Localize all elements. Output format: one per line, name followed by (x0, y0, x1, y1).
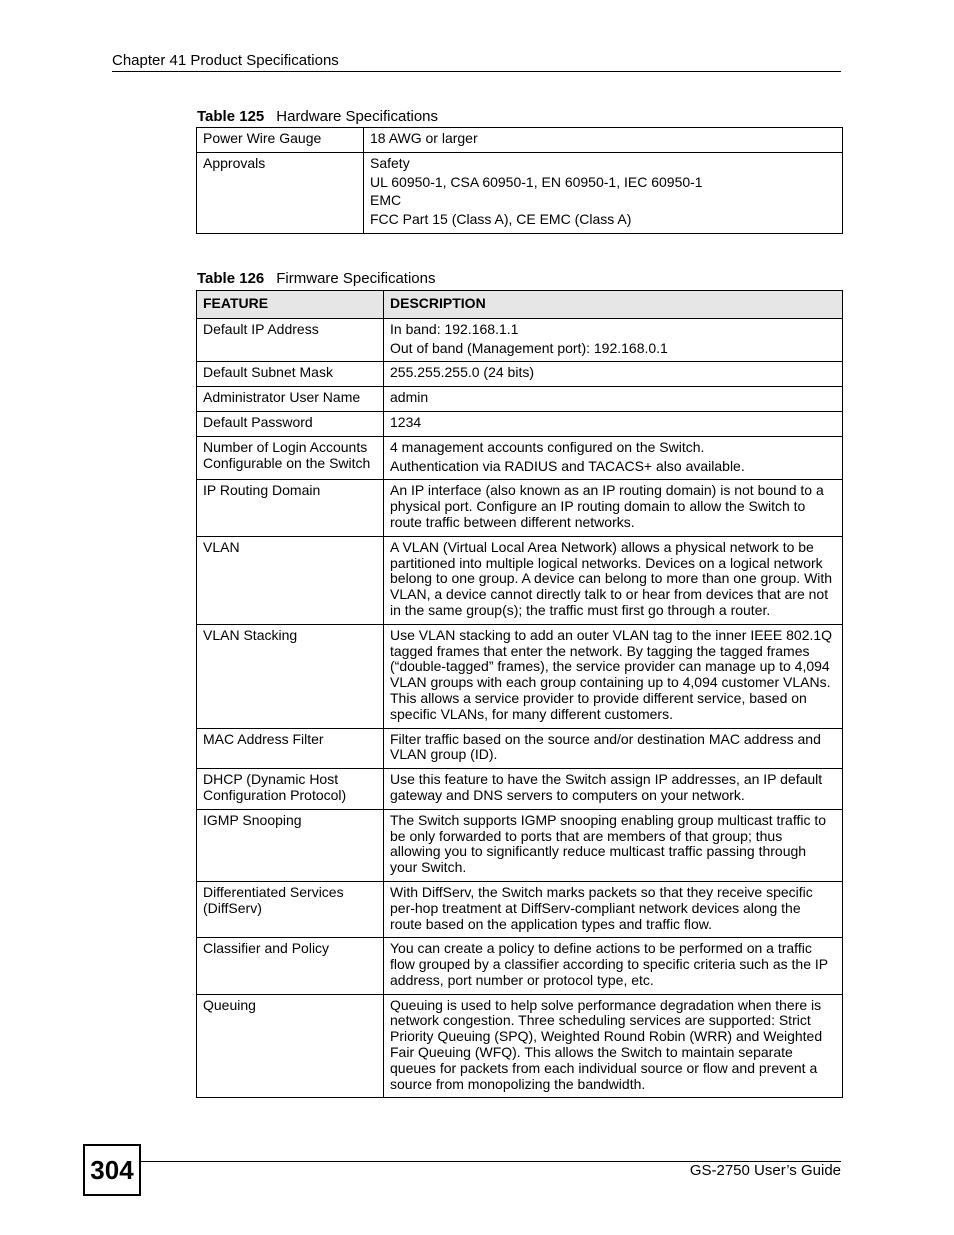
feature-cell: MAC Address Filter (197, 728, 384, 769)
cell-line: Safety (370, 154, 410, 171)
table-row (197, 411, 843, 436)
cell-line: 255.255.255.0 (24 bits) (390, 364, 534, 381)
table-row (197, 938, 843, 994)
table-126-title: Firmware Specifications (276, 270, 436, 287)
table-row (197, 536, 843, 624)
feature-cell: Queuing (197, 994, 384, 1098)
description-cell (384, 938, 843, 994)
table-row (197, 728, 843, 769)
chapter-header: Chapter 41 Product Specifications (112, 52, 339, 69)
cell-line: You can create a policy to define actions to be performed on a traffic flow grouped by a classifier according to specific criteria such as the IP address, port number or protocol type, etc. (390, 940, 828, 988)
table-125-label: Table 125 (197, 108, 265, 125)
table-row (197, 624, 843, 728)
table-row (197, 480, 843, 536)
table-row (197, 387, 843, 412)
cell-line: FCC Part 15 (Class A), CE EMC (Class A) (370, 211, 632, 228)
table-row (197, 152, 843, 233)
description-cell (384, 728, 843, 769)
cell-line: An IP interface (also known as an IP routing domain) is not bound to a physical port. Configure an IP routing domain to allow the Switch to route traffic between different networks. (390, 482, 824, 530)
page-number: 304 (83, 1144, 141, 1196)
feature-cell: IP Routing Domain (197, 480, 384, 536)
cell-line: The Switch supports IGMP snooping enabling group multicast traffic to be only forwarded to ports that are members of that group; thus allowing you to significantly reduce multicast traffic passing through your Switch. (390, 811, 827, 876)
table-row (197, 881, 843, 937)
description-cell (384, 881, 843, 937)
guide-title: GS-2750 User’s Guide (689, 1162, 841, 1179)
feature-cell: Number of Login Accounts Configurable on the Switch (197, 436, 384, 480)
feature-cell: DHCP (Dynamic Host Configuration Protocol) (197, 769, 384, 810)
feature-cell: VLAN Stacking (197, 624, 384, 728)
cell-line: A VLAN (Virtual Local Area Network) allows a physical network to be partitioned into multiple logical networks. Devices on a logical network belong to one group. A device can belong to more than one group. With VLAN, a device cannot directly talk to or hear from devices that are not in the same group(s); the traffic must first go through a router. (390, 538, 833, 618)
cell-line: 1234 (390, 413, 422, 430)
feature-cell: Classifier and Policy (197, 938, 384, 994)
feature-cell: Default Password (197, 411, 384, 436)
description-cell (384, 536, 843, 624)
cell-line: admin (390, 389, 429, 406)
table-header-row (197, 291, 843, 319)
feature-column-header: FEATURE (197, 291, 384, 319)
description-cell (384, 769, 843, 810)
description-column-header: DESCRIPTION (384, 291, 843, 319)
feature-cell: Default Subnet Mask (197, 362, 384, 387)
table-125-caption (197, 108, 438, 125)
spec-name-cell: Power Wire Gauge (197, 128, 364, 153)
description-cell (384, 809, 843, 881)
description-cell (384, 318, 843, 362)
feature-cell: Differentiated Services (DiffServ) (197, 881, 384, 937)
table-row (197, 994, 843, 1098)
description-cell (384, 994, 843, 1098)
cell-line: Use this feature to have the Switch assign IP addresses, an IP default gateway and DNS servers to computers on your network. (390, 771, 823, 803)
cell-line: UL 60950-1, CSA 60950-1, EN 60950-1, IEC 60950-1 (370, 173, 703, 190)
cell-line: Use VLAN stacking to add an outer VLAN tag to the inner IEEE 802.1Q tagged frames that enter the network. By tagging the tagged frames (“double-tagged” frames), the service provider can manage up to 4,094 VLAN groups with each group containing up to 4,094 customer VLANs. This allows a service provider to provide different service, based on specific VLANs, for many different customers. (390, 626, 833, 722)
description-cell (384, 480, 843, 536)
description-cell (384, 362, 843, 387)
cell-line: Queuing is used to help solve performance degradation when there is network congestion. Three scheduling services are supported: Strict Priority Queuing (SPQ), Weighted Round Robin (WRR) and Weighted Fair Queuing (WFQ). This allows the Switch to maintain separate queues for packets from each individual source or flow and prevent a source from monopolizing the bandwidth. (390, 996, 823, 1092)
cell-line: 18 AWG or larger (370, 130, 478, 146)
feature-cell: Default IP Address (197, 318, 384, 362)
cell-line: With DiffServ, the Switch marks packets so that they receive specific per-hop treatment at DiffServ-compliant network devices along the route based on the application types and traffic flow. (390, 883, 813, 932)
description-cell (384, 436, 843, 480)
firmware-spec-table (196, 290, 843, 1098)
table-row (197, 769, 843, 810)
header-divider (112, 71, 841, 72)
table-row (197, 128, 843, 153)
spec-value-cell (364, 152, 843, 233)
table-125-title: Hardware Specifications (276, 108, 439, 125)
spec-name-cell: Approvals (197, 152, 364, 233)
cell-line: In band: 192.168.1.1 (390, 320, 519, 337)
table-row (197, 436, 843, 480)
table-row (197, 362, 843, 387)
hardware-spec-table (196, 127, 843, 234)
table-126-caption (197, 270, 435, 287)
feature-cell: VLAN (197, 536, 384, 624)
cell-line: Authentication via RADIUS and TACACS+ also available. (390, 457, 745, 474)
table-row (197, 809, 843, 881)
cell-line: 4 management accounts configured on the Switch. (390, 438, 705, 455)
feature-cell: IGMP Snooping (197, 809, 384, 881)
spec-value-cell (364, 128, 843, 153)
cell-line: Out of band (Management port): 192.168.0.1 (390, 339, 668, 356)
feature-cell: Administrator User Name (197, 387, 384, 412)
description-cell (384, 387, 843, 412)
description-cell (384, 624, 843, 728)
table-row (197, 318, 843, 362)
cell-line: EMC (370, 192, 402, 209)
table-126-label: Table 126 (197, 270, 265, 287)
description-cell (384, 411, 843, 436)
cell-line: Filter traffic based on the source and/or destination MAC address and VLAN group (ID). (390, 730, 821, 763)
